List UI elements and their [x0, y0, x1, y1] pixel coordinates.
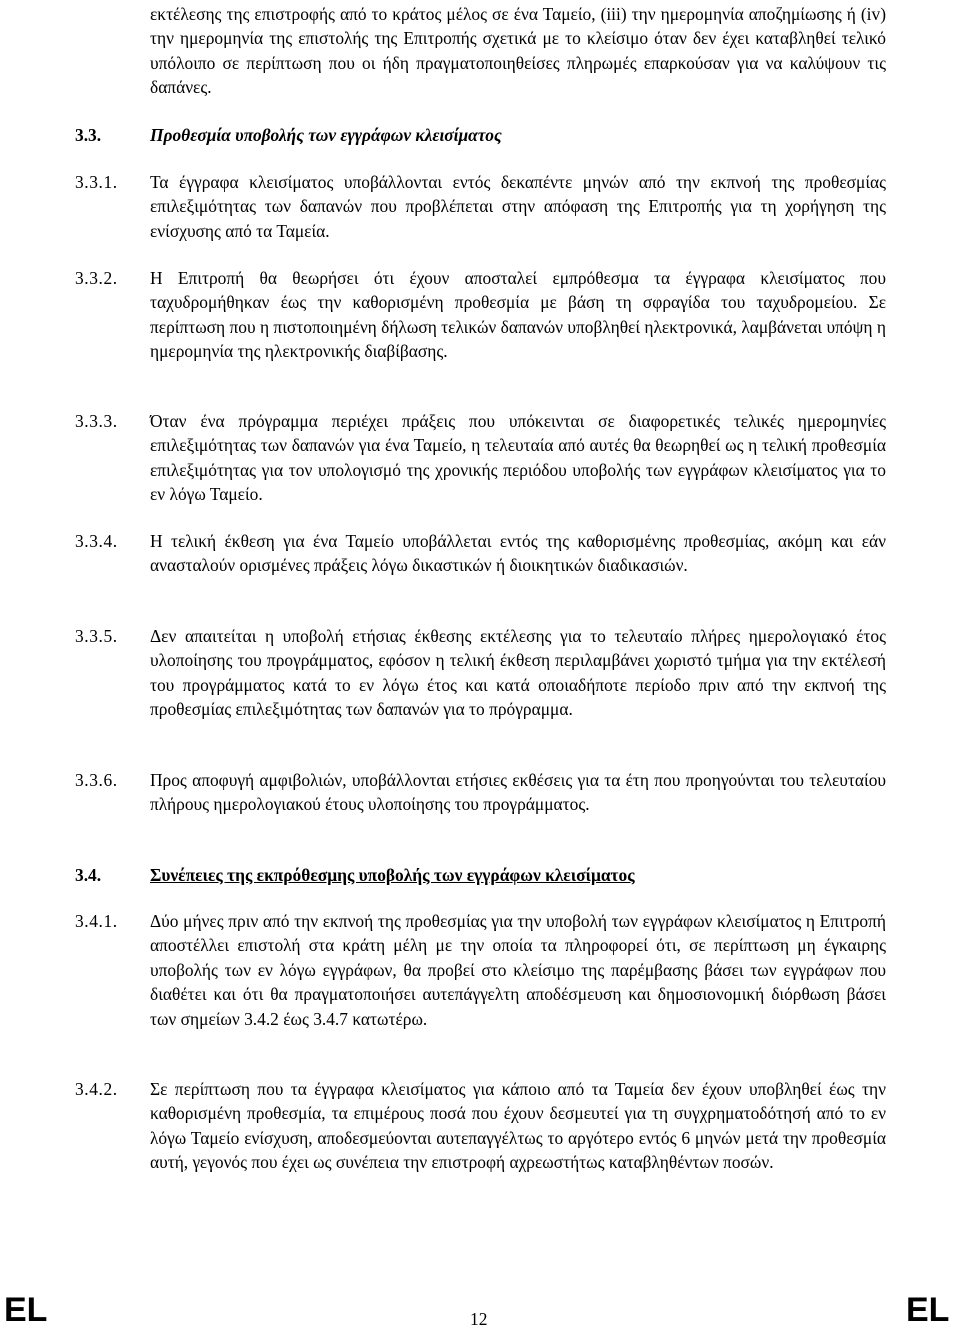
item-3-3-1-text: Τα έγγραφα κλεισίματος υποβάλλονται εντός δεκαπέντε μηνών από την εκπνοή της προθεσμίας επιλεξιμότητας των δαπανών που προβλέπεται στην απόφαση της Επιτροπής για τη χορήγηση της ενίσχυσης από τα Ταμεία.: [150, 172, 886, 241]
item-3-3-4-number: 3.3.4.: [75, 531, 118, 551]
footer-language-left: EL: [4, 1291, 48, 1329]
item-3-3-4-text: Η τελική έκθεση για ένα Ταμείο υποβάλλεται εντός της καθορισμένης προθεσμίας, ακόμη και εάν ανασταλούν ορισμένες πράξεις λόγω δικαστικών ή διοικητικών διαδικασιών.: [150, 531, 886, 576]
item-3-3-5-number: 3.3.5.: [75, 626, 118, 646]
item-3-3-6-number: 3.3.6.: [75, 770, 118, 790]
page-number: 12: [470, 1309, 488, 1329]
item-3-3-6-text: Προς αποφυγή αμφιβολιών, υποβάλλονται ετήσιες εκθέσεις για τα έτη που προηγούνται του τελευταίου πλήρους ημερολογιακού έτους υλοποίησης του προγράμματος.: [150, 770, 886, 815]
item-3-3-3-text: Όταν ένα πρόγραμμα περιέχει πράξεις που υπόκεινται σε διαφορετικές τελικές ημερομηνίες επιλεξιμότητας των δαπανών για ένα Ταμείο, η τελευταία από αυτές θα θεωρηθεί ως η τελική προθεσμία επιλεξιμότητας για τον υπολογισμό της χρονικής περιόδου υποβολής των εγγράφων κλεισίματος για το εν λόγω Ταμείο.: [150, 411, 886, 505]
intro-paragraph: εκτέλεσης της επιστροφής από το κράτος μέλος σε ένα Ταμείο, (iii) την ημερομηνία αποζημίωσης ή (iv) την ημερομηνία της επιστολής της Επιτροπής σχετικά με το κλείσιμο όταν δεν έχει καταβληθεί τελικό υπόλοιπο σε περίπτωση που οι ήδη πραγματοποιηθείσες πληρωμές επαρκούσαν για να καλύψουν τις δαπάνες.: [150, 4, 886, 98]
item-3-3-5-text: Δεν απαιτείται η υποβολή ετήσιας έκθεσης εκτέλεσης για το τελευταίο πλήρες ημερολογιακό έτος υλοποίησης του προγράμματος, εφόσον η τελική έκθεση περιλαμβάνει χωριστό τμήμα για την εκτέλεσή του προγράμματος κατά το εν λόγω έτος και κατά οποιαδήποτε περίοδο πριν από την εκπνοή της προθεσμίας επιλεξιμότητας των δαπανών για το πρόγραμμα.: [150, 626, 886, 720]
item-3-4-2-text: Σε περίπτωση που τα έγγραφα κλεισίματος για κάποιο από τα Ταμεία δεν έχουν υποβληθεί έως την καθορισμένη προθεσμία, τα επιμέρους ποσά που έχουν δεσμευτεί για τη συγχρηματοδότησή από το εν λόγω Ταμείο ενίσχυση, αποδεσμεύονται αυτεπαγγέλτως το αργότερο εντός 6 μηνών μετά την προθεσμία αυτή, γεγονός που έχει ως συνέπεια την επιστροφή αχρεωστήτως καταβληθέντων ποσών.: [150, 1079, 886, 1173]
item-3-3-2-number: 3.3.2.: [75, 268, 118, 288]
item-3-3-2-text: Η Επιτροπή θα θεωρήσει ότι έχουν αποσταλεί εμπρόθεσμα τα έγγραφα κλεισίματος που ταχυδρομήθηκαν έως την καθορισμένη προθεσμία με βάση τη σφραγίδα του ταχυδρομείου. Σε περίπτωση που η πιστοποιημένη δήλωση τελικών δαπανών υποβληθεί ηλεκτρονικά, λαμβάνεται υπόψη η ημερομηνία της ηλεκτρονικής διαβίβασης.: [150, 268, 886, 362]
section-3-4-title: Συνέπειες της εκπρόθεσμης υποβολής των εγγράφων κλεισίματος: [150, 865, 635, 885]
footer-language-right: EL: [906, 1291, 950, 1329]
section-3-4-number: 3.4.: [75, 865, 102, 885]
item-3-4-1-text: Δύο μήνες πριν από την εκπνοή της προθεσμίας για την υποβολή των εγγράφων κλεισίματος η Επιτροπή αποστέλλει επιστολή στα κράτη μέλη με την οποία τα πληροφορεί ότι, σε περίπτωση μη έγκαιρης υποβολής των εν λόγω εγγράφων, θα προβεί στο κλείσιμο της παρέμβασης βάσει των εγγράφων που διαθέτει και ότι θα πραγματοποιήσει αυτεπάγγελτη αποδέσμευση και δημοσιονομική διόρθωση βάσει των σημείων 3.4.2 έως 3.4.7 κατωτέρω.: [150, 911, 886, 1029]
section-3-3-number: 3.3.: [75, 125, 102, 145]
item-3-3-3-number: 3.3.3.: [75, 411, 118, 431]
item-3-4-1-number: 3.4.1.: [75, 911, 118, 931]
item-3-4-2-number: 3.4.2.: [75, 1079, 118, 1099]
section-3-3-title: Προθεσμία υποβολής των εγγράφων κλεισίματος: [150, 125, 502, 145]
item-3-3-1-number: 3.3.1.: [75, 172, 118, 192]
